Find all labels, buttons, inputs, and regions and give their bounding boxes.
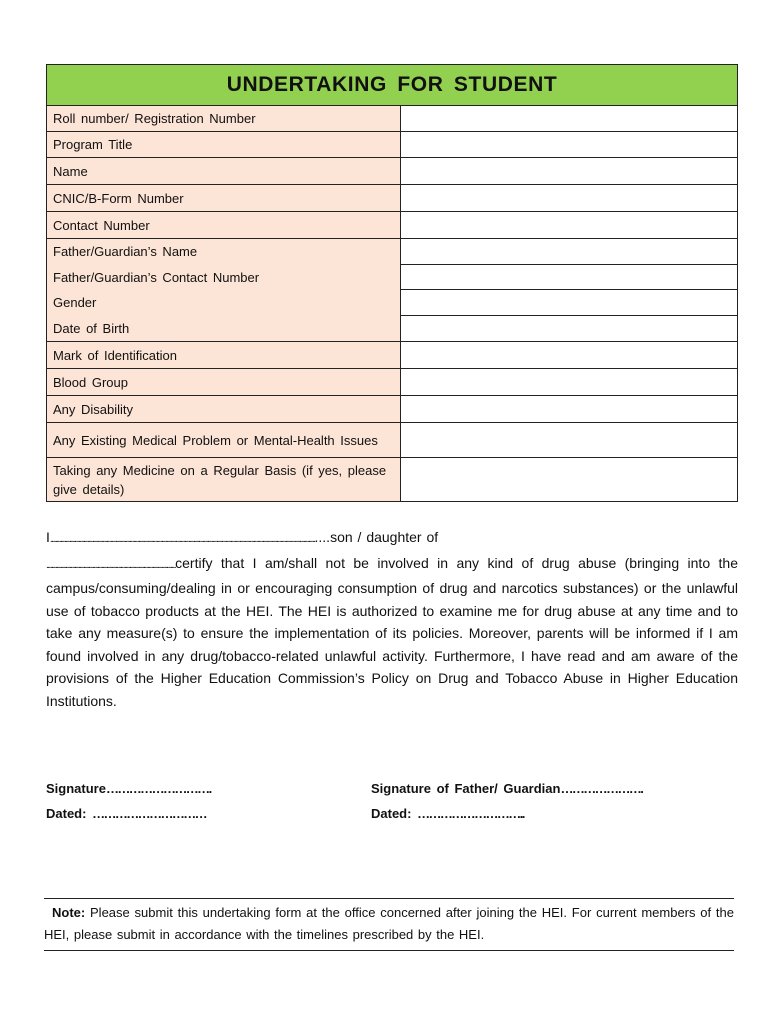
declaration-paragraph — [46, 526, 738, 712]
field-input-program-title[interactable] — [401, 132, 737, 157]
field-label-date-of-birth: Date of Birth — [53, 320, 130, 336]
field-label-cnic: CNIC/B-Form Number — [47, 185, 401, 211]
field-input-medical-problem[interactable] — [401, 423, 737, 457]
field-input-contact-number[interactable] — [401, 212, 737, 238]
field-label-regular-medicine: Taking any Medicine on a Regular Basis (if yes, please give details) — [47, 458, 401, 501]
student-dated-label: Dated: — [46, 806, 87, 821]
field-input-regular-medicine[interactable] — [401, 458, 737, 501]
field-label-contact-number: Contact Number — [47, 212, 401, 238]
field-row-cnic — [47, 185, 737, 212]
field-label-guardian-contact: Father/Guardian’s Contact Number — [53, 269, 260, 285]
field-label-blood-group: Blood Group — [47, 369, 401, 395]
field-label-roll-number: Roll number/ Registration Number — [47, 106, 401, 131]
field-input-roll-number[interactable] — [401, 106, 737, 131]
field-input-date-of-birth[interactable] — [401, 316, 737, 342]
field-input-guardian-contact[interactable] — [401, 265, 737, 291]
field-input-disability[interactable] — [401, 396, 737, 422]
guardian-dated-line — [371, 806, 524, 821]
field-input-blood-group[interactable] — [401, 369, 737, 395]
declaration-prefix: I — [46, 529, 50, 545]
undertaking-form-table — [46, 64, 738, 502]
student-signature-blank[interactable]: ………………………. — [105, 781, 211, 796]
declaration-name-blank[interactable]: ............................................................................................................................................................................................................... — [49, 534, 315, 545]
student-dated-line — [46, 806, 206, 821]
field-label-medical-problem: Any Existing Medical Problem or Mental-Health Issues — [47, 423, 401, 457]
guardian-dated-label: Dated: — [371, 806, 412, 821]
guardian-dated-blank[interactable]: ……………………….. — [417, 806, 524, 821]
field-row-mark-of-identification — [47, 342, 737, 369]
field-row-contact-number — [47, 212, 737, 239]
field-label-group — [47, 239, 401, 341]
guardian-signature-label: Signature of Father/ Guardian — [371, 781, 561, 796]
field-label-name: Name — [47, 158, 401, 184]
field-input-gender[interactable] — [401, 290, 737, 316]
field-row-name — [47, 158, 737, 185]
field-row-blood-group — [47, 369, 737, 396]
note-text: Please submit this undertaking form at the office concerned after joining the HEI. For current members of the HEI, please submit in accordance with the timelines prescribed by the HEI. — [44, 905, 734, 942]
note-label: Note: — [52, 905, 86, 920]
form-title: UNDERTAKING FOR STUDENT — [47, 65, 737, 106]
declaration-son-daughter: ....son / daughter of — [314, 529, 439, 545]
field-label-guardian-name: Father/Guardian’s Name — [53, 244, 198, 260]
field-row-roll-number — [47, 106, 737, 132]
field-label-mark-of-identification: Mark of Identification — [47, 342, 401, 368]
guardian-signature-line — [371, 781, 642, 796]
guardian-signature-blank[interactable]: …………………. — [560, 781, 643, 796]
field-group-guardian — [47, 239, 737, 342]
field-input-mark-of-identification[interactable] — [401, 342, 737, 368]
field-label-disability: Any Disability — [47, 396, 401, 422]
field-input-cnic[interactable] — [401, 185, 737, 211]
field-row-regular-medicine — [47, 458, 737, 501]
field-label-gender: Gender — [53, 295, 97, 311]
field-input-guardian-name[interactable] — [401, 239, 737, 265]
field-row-medical-problem — [47, 423, 737, 458]
note-box — [44, 898, 734, 951]
declaration-parent-blank[interactable]: ..................................................................................................... — [46, 559, 176, 571]
student-signature-label: Signature — [46, 781, 106, 796]
student-dated-blank[interactable]: ………………………… — [92, 806, 207, 821]
student-signature-line — [46, 781, 211, 796]
field-input-name[interactable] — [401, 158, 737, 184]
field-label-program-title: Program Title — [47, 132, 401, 157]
field-row-disability — [47, 396, 737, 423]
declaration-body: certify that I am/shall not be involved in any kind of drug abuse (bringing into the campus/consuming/dealing in or encouraging consumption of drug and narcotics substances) or the unlawful use of tobacco products at the HEI. The HEI is authorized to examine me for drug abuse at any time and to take any measure(s) to ensure the implementation of its policies. Moreover, parents will be informed if I am found involved in any drug/tobacco-related unlawful activity. Furthermore, I have read and am aware of the provisions of the Higher Education Commission’s Policy on Drug and Tobacco Abuse in Higher Education Institutions. — [46, 554, 738, 709]
field-input-group — [401, 239, 737, 341]
field-row-program-title — [47, 132, 737, 158]
